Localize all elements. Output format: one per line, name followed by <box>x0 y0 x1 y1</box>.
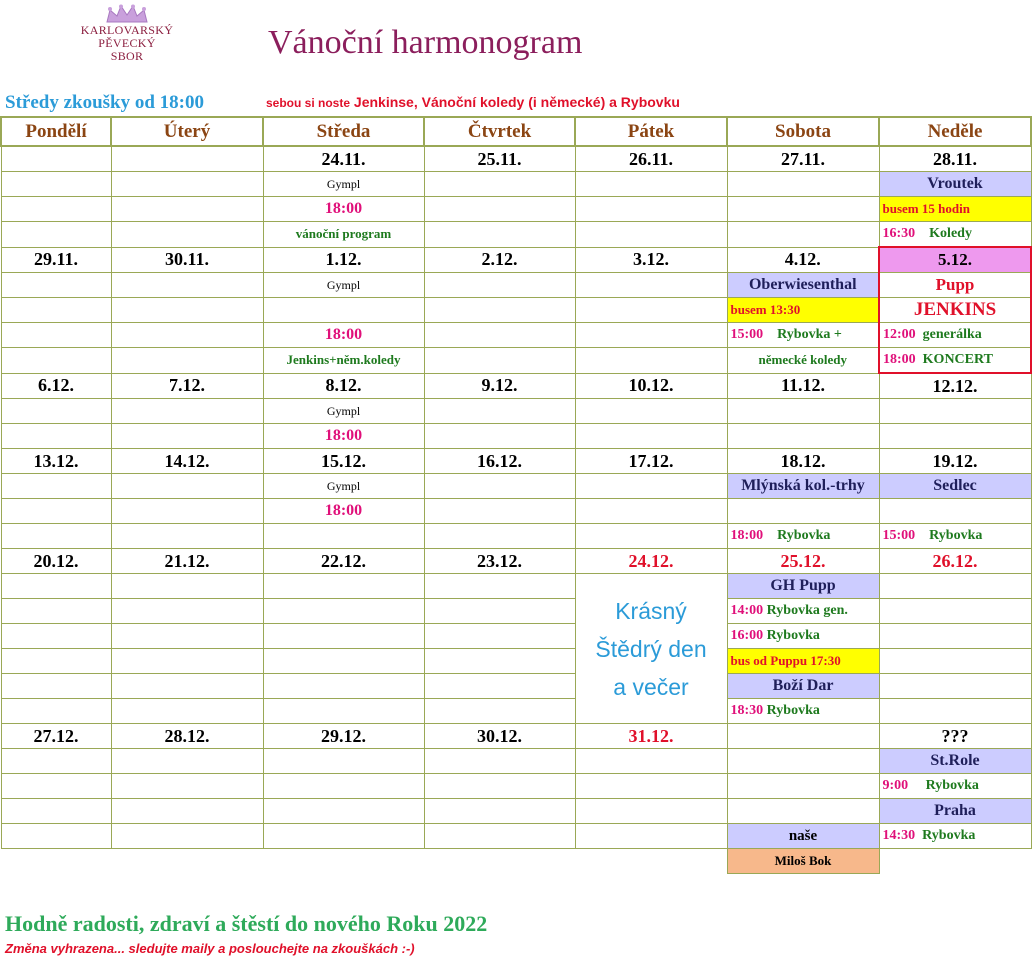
event-time: 12:00 <box>883 327 916 342</box>
page-title: Vánoční harmonogram <box>268 24 583 61</box>
date-cell: 2.12. <box>424 247 575 273</box>
event-schedule <box>727 524 879 549</box>
event-activity: Rybovka <box>925 778 979 793</box>
logo-line-2: PĚVECKÝ <box>98 36 156 50</box>
weekday-header-row <box>1 117 1031 146</box>
date-cell: 26.11. <box>575 146 727 172</box>
bring-note-prefix: sebou si noste <box>266 96 351 110</box>
weekday-thu: Čtvrtek <box>424 117 575 146</box>
weekday-mon: Pondělí <box>1 117 111 146</box>
weekday-wed: Středa <box>263 117 424 146</box>
date-cell: 29.12. <box>263 724 424 749</box>
event-time: 15:00 <box>730 327 764 342</box>
event-title: Praha <box>879 799 1031 824</box>
rehearsal-place: Gympl <box>263 399 424 424</box>
date-cell: 26.12. <box>879 549 1031 574</box>
event-activity: Rybovka <box>766 703 820 718</box>
event-time: 18:30 <box>730 703 764 718</box>
event-time: 18:00 <box>883 352 916 367</box>
week-1-dates <box>1 146 1031 172</box>
event-activity: Rybovka <box>922 828 976 843</box>
week-4-dates <box>1 449 1031 474</box>
rehearsal-program: Jenkins+něm.koledy <box>263 348 424 374</box>
date-cell: 1.12. <box>263 247 424 273</box>
event-activity: Rybovka gen. <box>766 603 848 618</box>
event-schedule <box>879 774 1031 799</box>
date-cell: 29.11. <box>1 247 111 273</box>
rehearsal-time: 18:00 <box>263 424 424 449</box>
rehearsal-program: vánoční program <box>263 222 424 248</box>
event-title: Oberwiesenthal <box>727 273 879 298</box>
date-cell: 14.12. <box>111 449 263 474</box>
date-cell: 25.11. <box>424 146 575 172</box>
event-title: Pupp <box>879 273 1031 298</box>
greeting-line-3: a večer <box>613 673 689 700</box>
event-activity: Rybovka <box>929 528 983 543</box>
rehearsal-time: 18:00 <box>263 197 424 222</box>
choir-logo <box>62 4 192 70</box>
bring-note <box>266 94 680 110</box>
event-activity: generálka <box>922 327 982 342</box>
greeting-line-2: Štědrý den <box>595 635 707 662</box>
date-cell: 7.12. <box>111 373 263 399</box>
date-cell: 17.12. <box>575 449 727 474</box>
greeting-line-1: Krásný <box>615 597 687 624</box>
event-activity-2: německé koledy <box>727 348 879 374</box>
date-cell: 18.12. <box>727 449 879 474</box>
date-cell: 30.12. <box>424 724 575 749</box>
event-schedule <box>879 824 1031 849</box>
bus-note: busem 13:30 <box>727 298 879 323</box>
event-activity: Rybovka <box>766 628 820 643</box>
week-5-dates <box>1 549 1031 574</box>
concert-title: JENKINS <box>879 298 1031 323</box>
date-cell: 24.11. <box>263 146 424 172</box>
event-title: Boží Dar <box>727 674 879 699</box>
event-title: St.Role <box>879 749 1031 774</box>
date-cell: 24.12. <box>575 549 727 574</box>
event-title: Sedlec <box>879 474 1031 499</box>
date-cell: 5.12. <box>879 247 1031 273</box>
date-cell: 3.12. <box>575 247 727 273</box>
weekday-sun: Neděle <box>879 117 1031 146</box>
weekday-sat: Sobota <box>727 117 879 146</box>
event-schedule <box>879 348 1031 374</box>
date-cell: 12.12. <box>879 373 1031 399</box>
bring-note-items: Jenkinse, Vánoční koledy (i německé) a Rybovku <box>353 94 680 110</box>
event-time: 14:30 <box>882 828 916 843</box>
event-time: 9:00 <box>882 778 909 793</box>
date-cell <box>1 146 111 172</box>
event-activity: Rybovka <box>777 528 831 543</box>
bus-note: busem 15 hodin <box>879 197 1031 222</box>
rehearsal-note: Středy zkoušky od 18:00 <box>5 92 204 113</box>
date-cell: 8.12. <box>263 373 424 399</box>
date-cell: 23.12. <box>424 549 575 574</box>
rehearsal-time: 18:00 <box>263 323 424 348</box>
date-cell: 11.12. <box>727 373 879 399</box>
event-schedule <box>727 323 879 348</box>
date-cell: 20.12. <box>1 549 111 574</box>
rehearsal-place: Gympl <box>263 172 424 197</box>
logo-line-1: KARLOVARSKÝ <box>80 23 174 37</box>
date-cell: 21.12. <box>111 549 263 574</box>
date-cell: 9.12. <box>424 373 575 399</box>
date-cell: 19.12. <box>879 449 1031 474</box>
date-cell: 31.12. <box>575 724 727 749</box>
event-title: GH Pupp <box>727 574 879 599</box>
date-cell: 28.11. <box>879 146 1031 172</box>
date-cell: 25.12. <box>727 549 879 574</box>
event-title: Mlýnská kol.-trhy <box>727 474 879 499</box>
date-cell <box>111 146 263 172</box>
event-schedule <box>727 599 879 624</box>
event-activity: Rybovka + <box>777 327 842 342</box>
weekday-tue: Úterý <box>111 117 263 146</box>
event-time: 14:00 <box>730 603 764 618</box>
event-time: 15:00 <box>882 528 916 543</box>
event-time: 16:00 <box>730 628 764 643</box>
date-cell: ??? <box>879 724 1031 749</box>
date-cell: 13.12. <box>1 449 111 474</box>
date-cell: 4.12. <box>727 247 879 273</box>
rehearsal-place: Gympl <box>263 273 424 298</box>
event-time: 16:30 <box>882 226 916 241</box>
event-schedule <box>879 524 1031 549</box>
change-note: Změna vyhrazena... sledujte maily a poslouchejte na zkouškách :-) <box>5 941 415 956</box>
date-cell: 6.12. <box>1 373 111 399</box>
sat-note: naše <box>727 824 879 849</box>
date-cell <box>727 724 879 749</box>
event-schedule <box>727 699 879 724</box>
christmas-greeting <box>575 574 727 724</box>
sat-note-2: Miloš Bok <box>727 849 879 874</box>
date-cell: 27.11. <box>727 146 879 172</box>
event-schedule <box>879 323 1031 348</box>
rehearsal-place: Gympl <box>263 474 424 499</box>
crown-icon <box>104 4 150 24</box>
week-2-dates <box>1 247 1031 273</box>
event-schedule <box>879 222 1031 248</box>
date-cell: 16.12. <box>424 449 575 474</box>
event-time: 18:00 <box>730 528 764 543</box>
date-cell: 22.12. <box>263 549 424 574</box>
date-cell: 27.12. <box>1 724 111 749</box>
logo-line-3: SBOR <box>110 49 144 63</box>
week-3-dates <box>1 373 1031 399</box>
date-cell: 10.12. <box>575 373 727 399</box>
bus-note: bus od Puppu 17:30 <box>727 649 879 674</box>
event-activity: KONCERT <box>922 352 993 367</box>
week-6-dates <box>1 724 1031 749</box>
date-cell: 28.12. <box>111 724 263 749</box>
event-activity: Koledy <box>929 226 972 241</box>
date-cell: 15.12. <box>263 449 424 474</box>
event-schedule <box>727 624 879 649</box>
calendar-table <box>0 116 1032 874</box>
new-year-wish: Hodně radosti, zdraví a štěstí do nového Roku 2022 <box>5 911 488 936</box>
date-cell: 30.11. <box>111 247 263 273</box>
rehearsal-time: 18:00 <box>263 499 424 524</box>
weekday-fri: Pátek <box>575 117 727 146</box>
event-title: Vroutek <box>879 172 1031 197</box>
